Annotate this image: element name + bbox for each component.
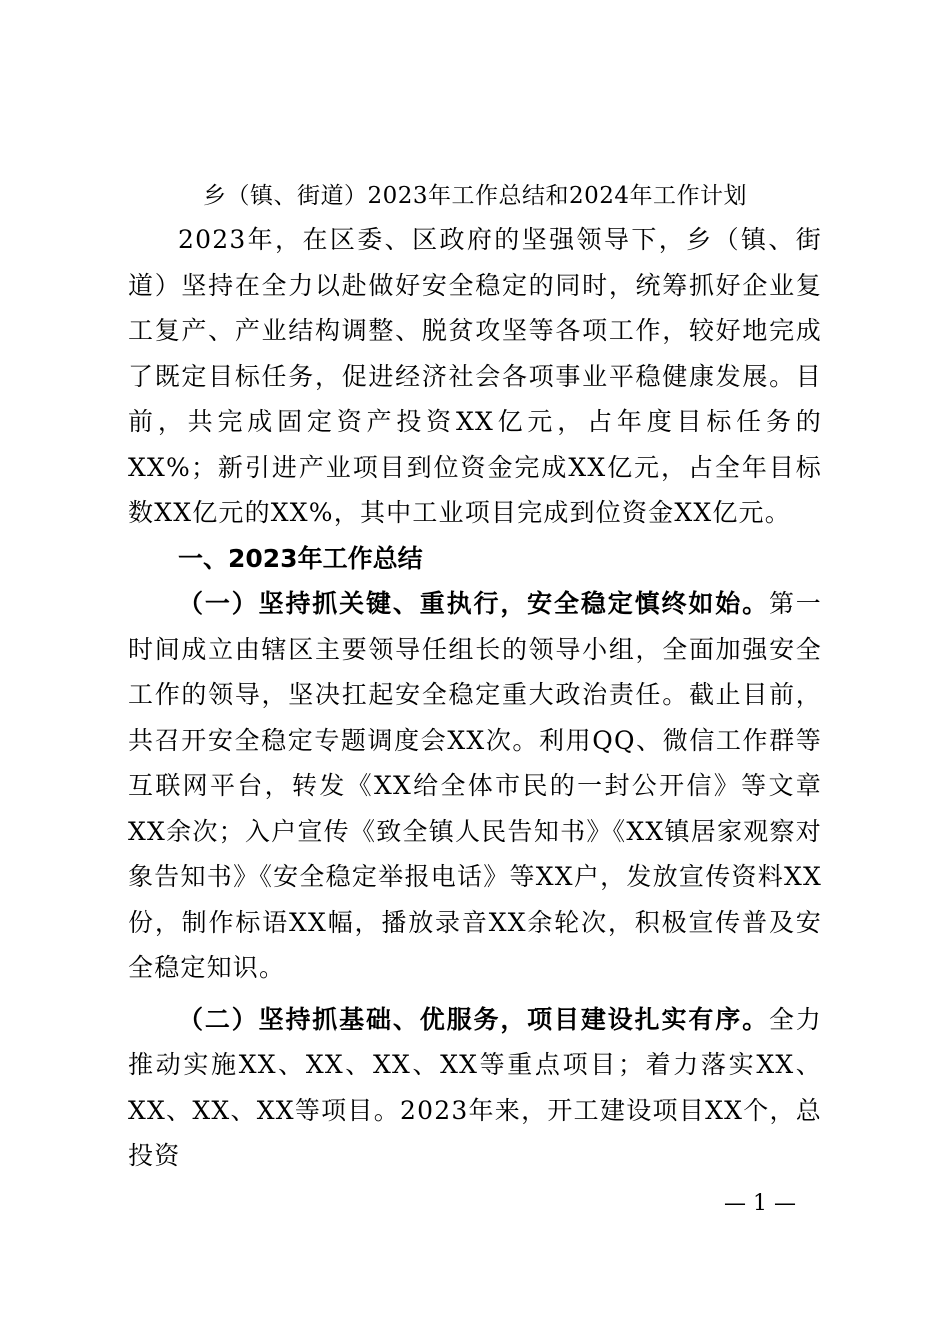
intro-paragraph: 2023年，在区委、区政府的坚强领导下，乡（镇、街道）坚持在全力以赴做好安全稳定的同时，统筹抓好企业复工复产、产业结构调整、脱贫攻坚等各项工作，较好地完成了既定目标任务，促进经济社会各项事业平稳健康发展。目前，共完成固定资产投资XX亿元，占年度目标任务的XX%；新引进产业项目到位资金完成XX亿元，占全年目标数XX亿元的XX%，其中工业项目完成到位资金XX亿元。 xyxy=(128,225,822,527)
subheading-safety-stability: （一）坚持抓关键、重执行，安全稳定慎终如始。 xyxy=(178,589,769,618)
document-title: 乡（镇、街道）2023年工作总结和2024年工作计划 xyxy=(202,183,748,209)
paragraph-safety-stability-body: 第一时间成立由辖区主要领导任组长的领导小组，全面加强安全工作的领导，坚决扛起安全稳定重大政治责任。截止目前，共召开安全稳定专题调度会XX次。利用QQ、微信工作群等互联网平台，转发《XX给全体市民的一封公开信》等文章XX余次；入户宣传《致全镇人民告知书》《XX镇居家观察对象告知书》《安全稳定举报电话》等XX户，发放宣传资料XX份，制作标语XX幅，播放录音XX余轮次，积极宣传普及安全稳定知识。 xyxy=(128,589,822,982)
section-heading-work-summary: 一、2023年工作总结 xyxy=(178,543,423,573)
paragraph-safety-stability xyxy=(128,581,822,991)
paragraph-project-construction-body: 全力推动实施XX、XX、XX、XX等重点项目；着力落实XX、XX、XX、XX等项目。2023年来，开工建设项目XX个，总投资 xyxy=(128,1004,822,1170)
paragraph-project-construction xyxy=(128,997,822,1179)
page-number: — 1 — xyxy=(724,1191,796,1216)
subheading-project-construction: （二）坚持抓基础、优服务，项目建设扎实有序。 xyxy=(178,1004,769,1034)
document-body xyxy=(128,181,822,1179)
